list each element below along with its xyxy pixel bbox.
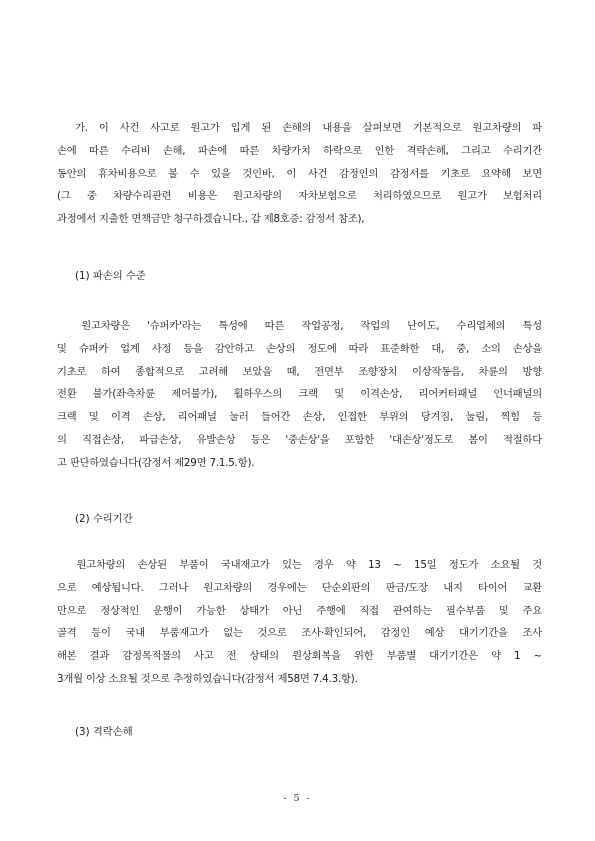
text-line: 3개월 이상 소요될 것으로 추정하였습니다(감정서 제58면 7.4.3.항).	[57, 672, 358, 685]
text-line: 고 판단하였습니다(감정서 제29면 7.1.5.항).	[57, 456, 255, 469]
text-line: (그 중 차량수리관련 비용은 원고차량의 자차보험으로 처리하였으므로 원고가 보험처리	[57, 190, 542, 203]
text-line: 으로 예상됩니다. 그러나 원고차량의 경우에는 단순외판의 판금/도장 내지 타이어 교환	[57, 581, 542, 594]
text-line: 손에 따른 수리비 손해, 파손에 따른 차량가치 하락으로 인한 격락손해, 그리고 수리기간	[57, 144, 542, 157]
section-heading-repair-period: (2) 수리기간	[75, 513, 133, 525]
text-line: 원고차량은 '슈퍼카'라는 특성에 따른 작업공정, 작업의 난이도, 수리업체의 특성	[57, 320, 542, 332]
text-line: 크랙 및 이격 손상, 리어패널 눌러 들어간 손상, 인접한 부위의 당겨짐, 눌림, 찍힘 등	[57, 411, 542, 424]
paragraph-damage-overview	[57, 117, 542, 231]
text-line: 및 슈퍼카 업계 사정 등을 감안하고 손상의 정도에 따라 표준화한 대, 중, 소의 손상을	[57, 342, 542, 355]
text-line: 기초로 하여 종합적으로 고려해 보았을 때, 전면부 조향장치 이상작동음, 차륜의 방향	[57, 365, 542, 378]
text-line: 과정에서 지출한 면책금만 청구하겠습니다., 갑 제8호증: 감정서 참조),	[57, 213, 365, 226]
page-number: - 5 -	[283, 793, 312, 804]
text-line: 전환 불가(좌측차륜 제어불가), 휠하우스의 크랙 및 이격손상, 리어커터패널 인너패널의	[57, 388, 542, 401]
text-line: 원고차량의 손상된 부품이 국내재고가 있는 경우 약 13 ~ 15일 정도가 소요될 것	[57, 559, 542, 571]
text-line: 만으로 정상적인 운행이 가능한 상태가 아닌 주행에 직접 관여하는 필수부품 및 주요	[57, 604, 542, 617]
text-line: 해본 결과 감정목적물의 사고 전 상태의 원상회복을 위한 부품별 대기기간은 약 1 ~	[57, 650, 542, 663]
paragraph-damage-level	[57, 315, 542, 475]
text-line: 의 직접손상, 파급손상, 유발손상 등은 '중손상'을 포함한 '대손상'정도로 봄이 적절하다	[57, 433, 542, 446]
section-heading-damage-level: (1) 파손의 수준	[75, 270, 146, 282]
paragraph-repair-period	[57, 554, 542, 691]
text-line: 가. 이 사건 사고로 원고가 입게 된 손해의 내용을 살펴보면 기본적으로 원고차량의 파	[57, 122, 542, 134]
section-heading-depreciation-loss: (3) 격락손해	[75, 726, 133, 738]
text-line: 골격 등이 국내 부품재고가 없는 것으로 조사·확인되어, 감정인 예상 대기기간을 조사	[57, 627, 542, 640]
text-line: 동안의 휴차비용으로 볼 수 있을 것인바, 이 사건 감정인의 감정서를 기초로 요약해 보면	[57, 167, 542, 180]
